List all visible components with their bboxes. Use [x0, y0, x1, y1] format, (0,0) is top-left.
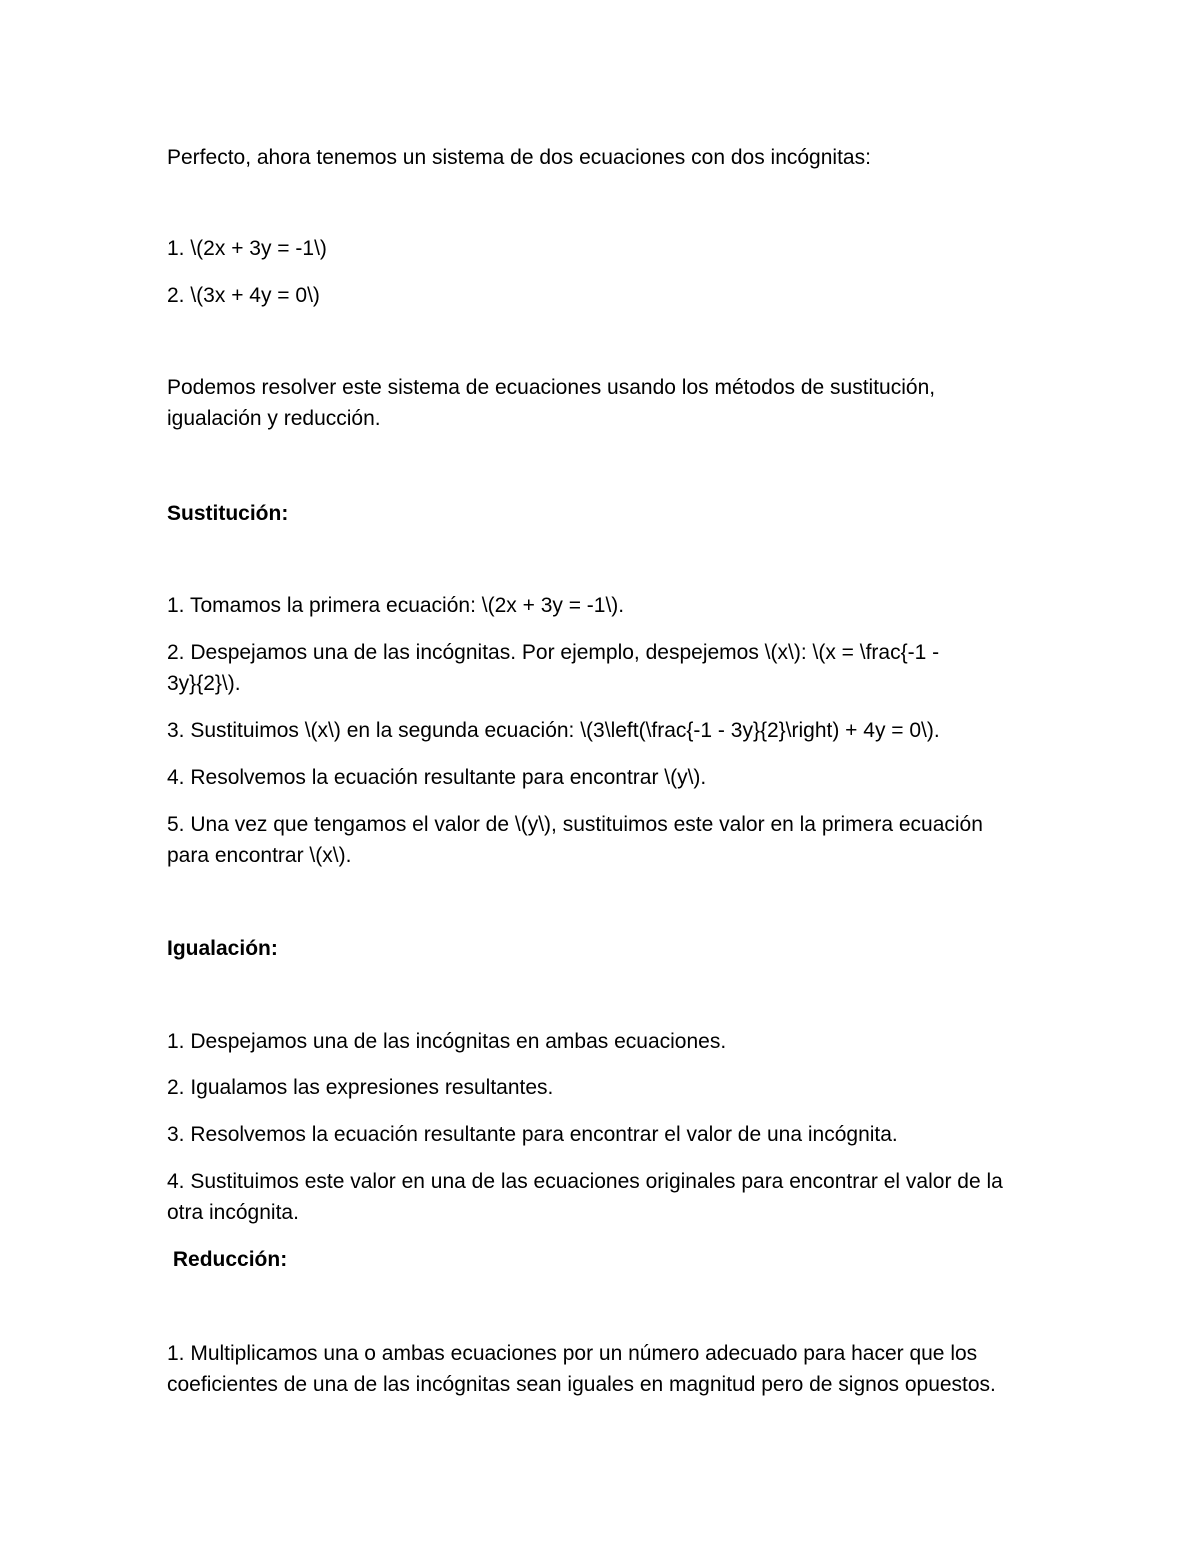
- reduccion-step-1: 1. Multiplicamos una o ambas ecuaciones por un número adecuado para hacer que los coeficientes de una de las incógnitas sean iguales en magnitud pero de signos opuestos.: [167, 1342, 996, 1396]
- equation-2: 2. \(3x + 4y = 0\): [167, 284, 320, 307]
- sustitucion-step-2: 2. Despejamos una de las incógnitas. Por ejemplo, despejemos \(x\): \(x = \frac{-1 - 3y}{2}\).: [167, 641, 945, 695]
- methods-paragraph: Podemos resolver este sistema de ecuaciones usando los métodos de sustitución, igualación y reducción.: [167, 376, 941, 430]
- sustitucion-step-5: 5. Una vez que tengamos el valor de \(y\), sustituimos este valor en la primera ecuación para encontrar \(x\).: [167, 813, 989, 867]
- heading-sustitucion: Sustitución:: [167, 502, 289, 525]
- igualacion-step-3: 3. Resolvemos la ecuación resultante para encontrar el valor de una incógnita.: [167, 1123, 898, 1146]
- sustitucion-step-1: 1. Tomamos la primera ecuación: \(2x + 3y = -1\).: [167, 594, 625, 617]
- equation-1: 1. \(2x + 3y = -1\): [167, 237, 327, 260]
- sustitucion-step-4: 4. Resolvemos la ecuación resultante para encontrar \(y\).: [167, 766, 707, 789]
- sustitucion-step-3: 3. Sustituimos \(x\) en la segunda ecuación: \(3\left(\frac{-1 - 3y}{2}\right) + 4y = 0\).: [167, 719, 940, 742]
- intro-paragraph: Perfecto, ahora tenemos un sistema de dos ecuaciones con dos incógnitas:: [167, 146, 871, 169]
- igualacion-step-2: 2. Igualamos las expresiones resultantes.: [167, 1076, 554, 1099]
- igualacion-step-1: 1. Despejamos una de las incógnitas en ambas ecuaciones.: [167, 1030, 727, 1053]
- igualacion-step-4: 4. Sustituimos este valor en una de las ecuaciones originales para encontrar el valor de la otra incógnita.: [167, 1170, 1009, 1224]
- heading-igualacion: Igualación:: [167, 937, 278, 960]
- heading-reduccion: Reducción:: [167, 1248, 288, 1271]
